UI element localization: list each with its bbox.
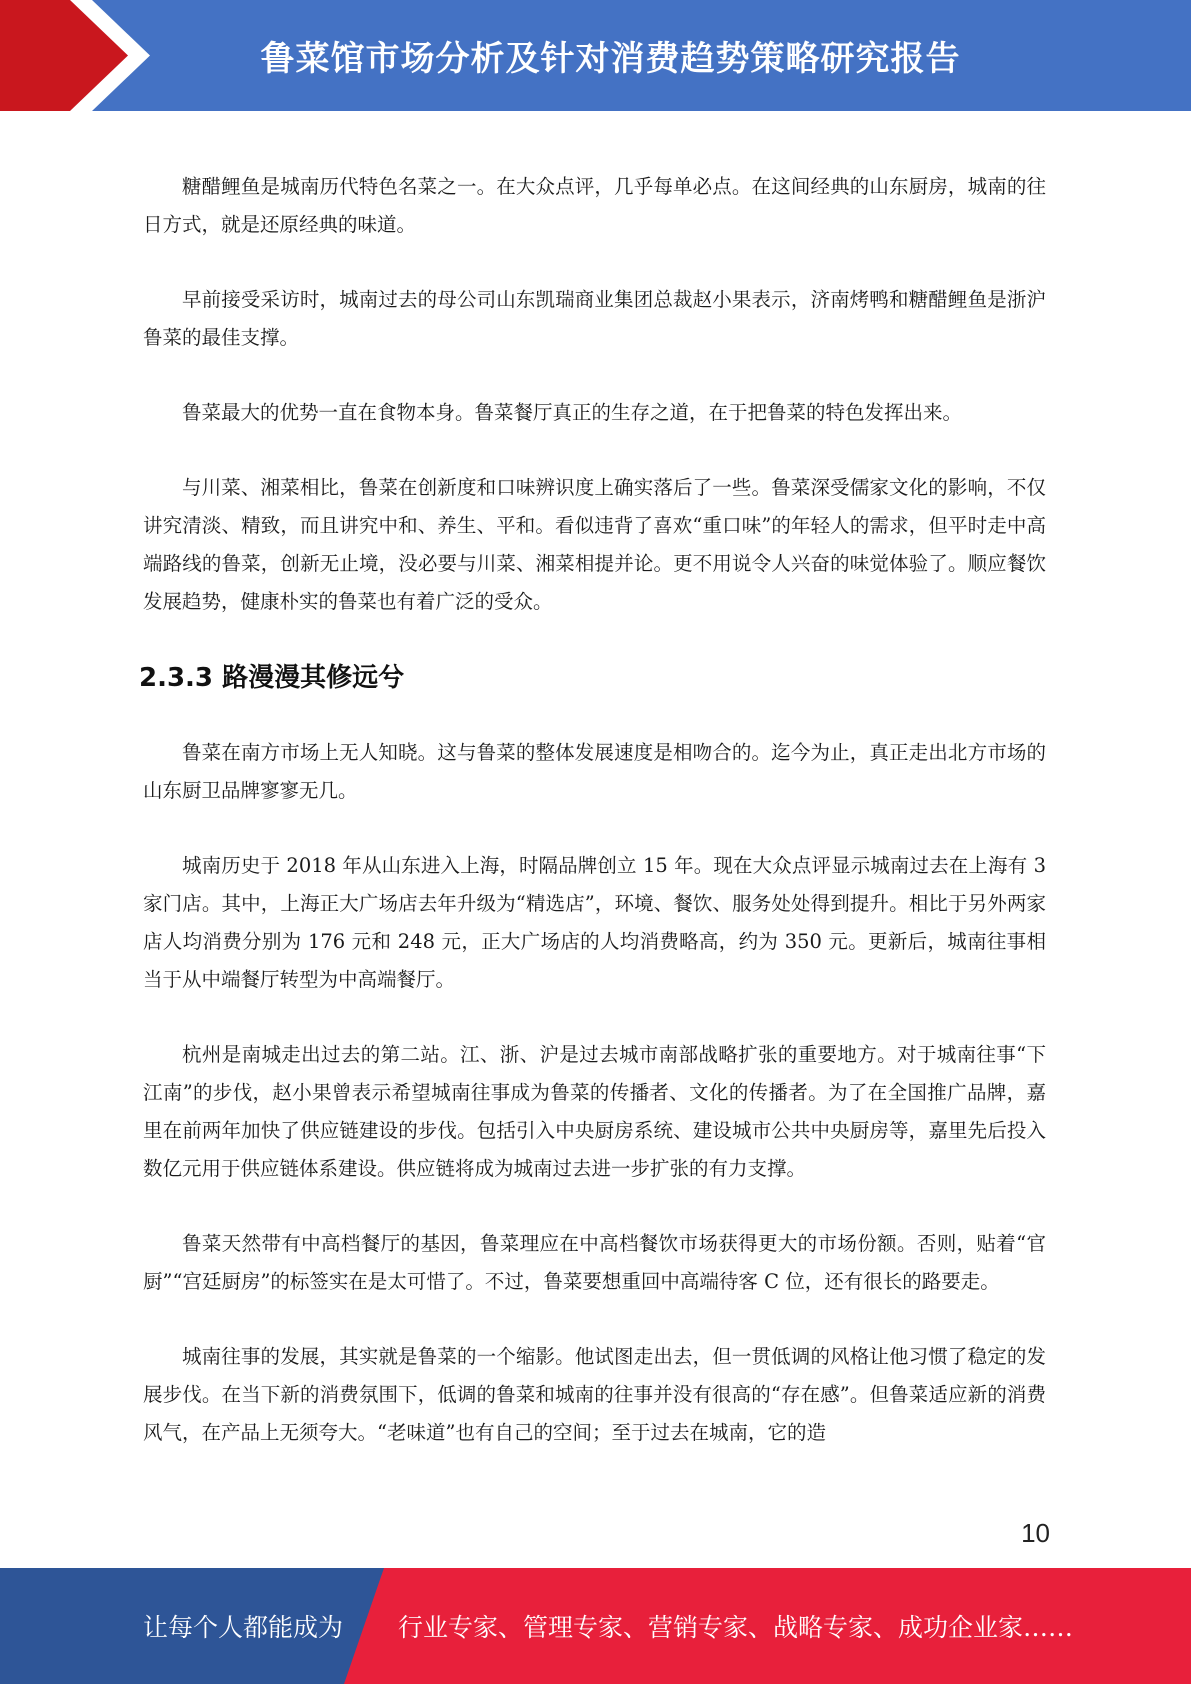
paragraph: 鲁菜天然带有中高档餐厅的基因，鲁菜理应在中高档餐饮市场获得更大的市场份额。否则，贴着“官厨”“宫廷厨房”的标签实在是太可惜了。不过，鲁菜要想重回中高端待客 C 位，还有很长的路要走。 <box>143 1232 1046 1293</box>
footer-slogan-left: 让每个人都能成为 <box>143 1613 344 1642</box>
page-number: 10 <box>1021 1518 1050 1548</box>
footer-slogan-right: 行业专家、管理专家、营销专家、战略专家、成功企业家…… <box>398 1613 1074 1642</box>
page-footer <box>0 1568 1191 1684</box>
paragraph: 鲁菜最大的优势一直在食物本身。鲁菜餐厅真正的生存之道，在于把鲁菜的特色发挥出来。 <box>182 401 963 424</box>
report-title: 鲁菜馆市场分析及针对消费趋势策略研究报告 <box>260 39 961 79</box>
paragraph: 城南历史于 2018 年从山东进入上海，时隔品牌创立 15 年。现在大众点评显示城南过去在上海有 3 家门店。其中，上海正大广场店去年升级为“精选店”，环境、餐饮、服务处处得到提升。相比于另外两家店人均消费分别为 176 元和 248 元，正大广场店的人均消费略高，约为 350 元。更新后，城南往事相当于从中端餐厅转型为中高端餐厅。 <box>143 854 1046 991</box>
paragraph: 杭州是南城走出过去的第二站。江、浙、沪是过去城市南部战略扩张的重要地方。对于城南往事“下江南”的步伐，赵小果曾表示希望城南往事成为鲁菜的传播者、文化的传播者。为了在全国推广品牌，嘉里在前两年加快了供应链建设的步伐。包括引入中央厨房系统、建设城市公共中央厨房等，嘉里先后投入数亿元用于供应链体系建设。供应链将成为城南过去进一步扩张的有力支撑。 <box>143 1043 1046 1180</box>
page-header <box>0 0 1191 111</box>
page-content <box>139 168 1046 1489</box>
section-heading: 2.3.3 路漫漫其修远兮 <box>139 663 405 693</box>
paragraph: 与川菜、湘菜相比，鲁菜在创新度和口味辨识度上确实落后了一些。鲁菜深受儒家文化的影响，不仅讲究清淡、精致，而且讲究中和、养生、平和。看似违背了喜欢“重口味”的年轻人的需求，但平时走中高端路线的鲁菜，创新无止境，没必要与川菜、湘菜相提并论。更不用说令人兴奋的味觉体验了。顺应餐饮发展趋势，健康朴实的鲁菜也有着广泛的受众。 <box>143 476 1046 613</box>
paragraph: 鲁菜在南方市场上无人知晓。这与鲁菜的整体发展速度是相吻合的。迄今为止，真正走出北方市场的山东厨卫品牌寥寥无几。 <box>143 741 1046 802</box>
paragraph: 城南往事的发展，其实就是鲁菜的一个缩影。他试图走出去，但一贯低调的风格让他习惯了稳定的发展步伐。在当下新的消费氛围下，低调的鲁菜和城南的往事并没有很高的“存在感”。但鲁菜适应新的消费风气，在产品上无须夸大。“老味道”也有自己的空间；至于过去在城南，它的造 <box>143 1345 1046 1444</box>
paragraph: 早前接受采访时，城南过去的母公司山东凯瑞商业集团总裁赵小果表示，济南烤鸭和糖醋鲤鱼是浙沪鲁菜的最佳支撑。 <box>143 288 1046 349</box>
paragraph: 糖醋鲤鱼是城南历代特色名菜之一。在大众点评，几乎每单必点。在这间经典的山东厨房，城南的往日方式，就是还原经典的味道。 <box>143 175 1046 236</box>
